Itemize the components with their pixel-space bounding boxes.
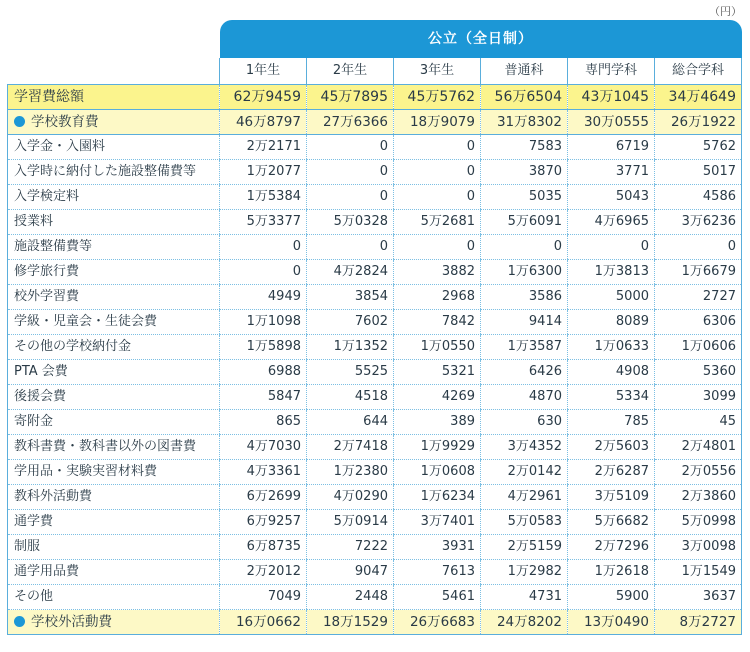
cell-value: 2万4801 [655,435,742,460]
cell-value: 24万8202 [481,610,568,635]
row-label-text: その他の学校納付金 [14,339,132,354]
cell-value: 4万2824 [307,260,394,285]
cell-value: 1万2077 [220,160,307,185]
cell-value: 1万0606 [655,335,742,360]
cell-value: 9414 [481,310,568,335]
cell-value: 1万2618 [568,560,655,585]
table-row [8,260,742,285]
table-row [8,610,742,635]
column-header: 1年生 [220,58,307,85]
cell-value: 2万5159 [481,535,568,560]
cell-value: 5万6091 [481,210,568,235]
row-label-text: 入学時に納付した施設整備費等 [14,164,197,179]
table-row [8,560,742,585]
row-label [8,485,220,510]
row-label [8,360,220,385]
column-header: 3年生 [394,58,481,85]
cell-value: 26万6683 [394,610,481,635]
bullet-icon [14,116,25,127]
cell-value: 6306 [655,310,742,335]
cell-value: 3万7401 [394,510,481,535]
cell-value: 5321 [394,360,481,385]
row-label-text: 後援会費 [14,389,67,404]
cell-value: 7613 [394,560,481,585]
row-label-text: その他 [14,589,54,604]
table-row [8,435,742,460]
cell-value: 3637 [655,585,742,610]
cell-value: 4870 [481,385,568,410]
row-label [8,260,220,285]
cell-value: 18万9079 [394,110,481,135]
cell-value: 8089 [568,310,655,335]
row-label [8,110,220,135]
cell-value: 7049 [220,585,307,610]
cell-value: 2万0556 [655,460,742,485]
cell-value: 1万5384 [220,185,307,210]
cell-value: 2万3860 [655,485,742,510]
cell-value: 6万2699 [220,485,307,510]
cell-value: 4518 [307,385,394,410]
row-label-text: 学校教育費 [31,114,99,130]
cell-value: 2万2012 [220,560,307,585]
row-label-text: 学用品・実験実習材料費 [14,464,158,479]
cell-value: 3万0098 [655,535,742,560]
cell-value: 5万0914 [307,510,394,535]
cell-value: 7583 [481,135,568,160]
cell-value: 0 [220,235,307,260]
table-row [8,285,742,310]
cell-value: 56万6504 [481,85,568,110]
row-label [8,460,220,485]
cell-value: 2448 [307,585,394,610]
unit-label: （円） [709,5,742,18]
row-label [8,85,220,110]
cell-value: 26万1922 [655,110,742,135]
cell-value: 4万7030 [220,435,307,460]
row-label-text: 修学旅行費 [14,264,80,279]
cell-value: 1万0550 [394,335,481,360]
cell-value: 43万1045 [568,85,655,110]
cell-value: 3771 [568,160,655,185]
row-label [8,560,220,585]
row-label-text: 入学金・入園料 [14,139,106,154]
cell-value: 2万7296 [568,535,655,560]
row-label-text: 寄附金 [14,414,54,429]
cell-value: 630 [481,410,568,435]
cell-value: 1万0633 [568,335,655,360]
cell-value: 6万9257 [220,510,307,535]
table-row [8,385,742,410]
row-label-text: 通学費 [14,514,54,529]
cell-value: 5万6682 [568,510,655,535]
cell-value: 6万8735 [220,535,307,560]
row-label [8,310,220,335]
cell-value: 8万2727 [655,610,742,635]
cell-value: 2万5603 [568,435,655,460]
column-header: 専門学科 [568,58,655,85]
cell-value: 0 [394,185,481,210]
cell-value: 5043 [568,185,655,210]
row-label [8,385,220,410]
cell-value: 5035 [481,185,568,210]
row-label [8,435,220,460]
table-row [8,235,742,260]
table-row [8,585,742,610]
row-label [8,185,220,210]
table-row [8,210,742,235]
column-header: 総合学科 [655,58,742,85]
cell-value: 4731 [481,585,568,610]
cell-value: 16万0662 [220,610,307,635]
cell-value: 4万3361 [220,460,307,485]
bullet-icon [14,616,25,627]
table-row [8,310,742,335]
table-row [8,410,742,435]
cell-value: 4269 [394,385,481,410]
row-label-text: 通学用品費 [14,564,80,579]
cell-value: 3854 [307,285,394,310]
row-label-text: 校外学習費 [14,289,80,304]
cell-value: 0 [481,235,568,260]
cell-value: 5017 [655,160,742,185]
cell-value: 644 [307,410,394,435]
row-label [8,210,220,235]
cell-value: 865 [220,410,307,435]
cell-value: 46万8797 [220,110,307,135]
cell-value: 3万4352 [481,435,568,460]
cell-value: 5360 [655,360,742,385]
cell-value: 0 [220,260,307,285]
row-label [8,585,220,610]
cell-value: 785 [568,410,655,435]
cell-value: 27万6366 [307,110,394,135]
cell-value: 0 [307,135,394,160]
cell-value: 3931 [394,535,481,560]
cell-value: 13万0490 [568,610,655,635]
cell-value: 389 [394,410,481,435]
cell-value: 5万0583 [481,510,568,535]
row-label-text: 入学検定料 [14,189,80,204]
table-row [8,160,742,185]
table-row [8,360,742,385]
row-label-text: 授業料 [14,214,54,229]
cell-value: 5万0998 [655,510,742,535]
row-label-text: 施設整備費等 [14,239,93,254]
cell-value: 1万6300 [481,260,568,285]
cell-value: 3099 [655,385,742,410]
row-label [8,285,220,310]
cell-value: 3万5109 [568,485,655,510]
cell-value: 1万3813 [568,260,655,285]
cell-value: 0 [568,235,655,260]
row-label [8,135,220,160]
table-row [8,485,742,510]
header-blank-2 [8,58,220,85]
cell-value: 1万6679 [655,260,742,285]
row-label [8,160,220,185]
cell-value: 45万7895 [307,85,394,110]
row-label-text: 学校外活動費 [31,614,112,630]
table-row [8,135,742,160]
cell-value: 5万2681 [394,210,481,235]
row-label [8,410,220,435]
row-label-text: 学級・児童会・生徒会費 [14,314,158,329]
cell-value: 18万1529 [307,610,394,635]
cell-value: 3586 [481,285,568,310]
row-label [8,235,220,260]
cell-value: 31万8302 [481,110,568,135]
cell-value: 0 [307,235,394,260]
cell-value: 2万2171 [220,135,307,160]
row-label [8,610,220,635]
table-row [8,510,742,535]
cell-value: 6988 [220,360,307,385]
cell-value: 7842 [394,310,481,335]
row-label-text: 教科書費・教科書以外の図書費 [14,439,197,454]
row-label-text: PTA 会費 [14,364,68,379]
cell-value: 5334 [568,385,655,410]
table-row [8,460,742,485]
table-row [8,110,742,135]
cell-value: 5762 [655,135,742,160]
cell-value: 2727 [655,285,742,310]
cell-value: 2万0142 [481,460,568,485]
cell-value: 0 [394,135,481,160]
cell-value: 0 [307,160,394,185]
row-label-text: 教科外活動費 [14,489,93,504]
cell-value: 5461 [394,585,481,610]
cell-value: 2万6287 [568,460,655,485]
cell-value: 7602 [307,310,394,335]
cell-value: 1万1098 [220,310,307,335]
cell-value: 3870 [481,160,568,185]
column-header: 2年生 [307,58,394,85]
cell-value: 1万6234 [394,485,481,510]
cell-value: 62万9459 [220,85,307,110]
row-label-text: 学習費総額 [14,89,84,105]
table-row [8,335,742,360]
cell-value: 1万2380 [307,460,394,485]
cell-value: 5900 [568,585,655,610]
cell-value: 45 [655,410,742,435]
group-title: 公立（全日制） [220,20,742,58]
cell-value: 2万7418 [307,435,394,460]
cell-value: 34万4649 [655,85,742,110]
cell-value: 3万6236 [655,210,742,235]
cell-value: 0 [655,235,742,260]
cell-value: 1万5898 [220,335,307,360]
row-label [8,510,220,535]
cell-value: 4万2961 [481,485,568,510]
cell-value: 2968 [394,285,481,310]
cell-value: 5万0328 [307,210,394,235]
table-row [8,185,742,210]
cell-value: 4万6965 [568,210,655,235]
cell-value: 6719 [568,135,655,160]
row-label-text: 制服 [14,539,41,554]
cell-value: 5万3377 [220,210,307,235]
column-header: 普通科 [481,58,568,85]
cell-value: 4万0290 [307,485,394,510]
cell-value: 5847 [220,385,307,410]
cell-value: 0 [394,235,481,260]
cell-value: 0 [307,185,394,210]
cell-value: 6426 [481,360,568,385]
table-row [8,535,742,560]
cell-value: 3882 [394,260,481,285]
cell-value: 4949 [220,285,307,310]
row-label [8,335,220,360]
cell-value: 0 [394,160,481,185]
header-blank [8,20,220,58]
cell-value: 4908 [568,360,655,385]
cell-value: 9047 [307,560,394,585]
cell-value: 7222 [307,535,394,560]
cell-value: 1万0608 [394,460,481,485]
cell-value: 1万9929 [394,435,481,460]
cell-value: 45万5762 [394,85,481,110]
cell-value: 30万0555 [568,110,655,135]
cell-value: 5000 [568,285,655,310]
cell-value: 1万3587 [481,335,568,360]
cell-value: 1万1549 [655,560,742,585]
expense-table [7,20,742,635]
row-label [8,535,220,560]
table-row [8,85,742,110]
cell-value: 1万2982 [481,560,568,585]
cell-value: 4586 [655,185,742,210]
cell-value: 1万1352 [307,335,394,360]
cell-value: 5525 [307,360,394,385]
